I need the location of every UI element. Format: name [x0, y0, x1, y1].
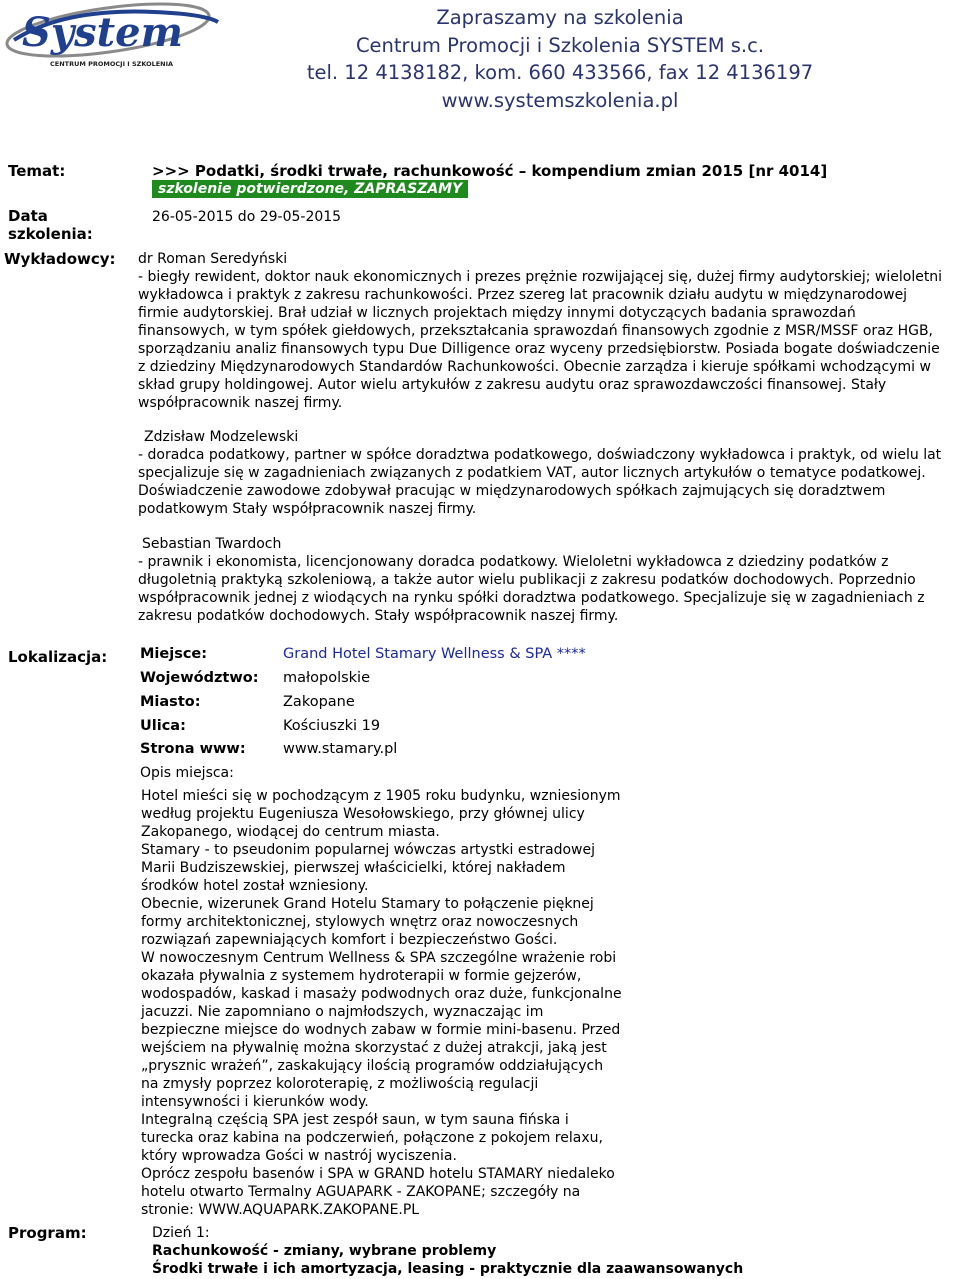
- date-value: 26-05-2015 do 29-05-2015: [152, 209, 342, 225]
- lecturer-name: Zdzisław Modzelewski: [144, 429, 299, 445]
- city-value: Zakopane: [283, 694, 355, 710]
- location-label: Lokalizacja:: [8, 648, 108, 666]
- program-item: Środki trwałe i ich amortyzacja, leasing - praktycznie dla zaawansowanych: [152, 1261, 744, 1277]
- header-line-phone: tel. 12 4138182, kom. 660 433566, fax 12 4136197: [306, 61, 814, 84]
- program-label: Program:: [8, 1224, 87, 1242]
- header-contact: [300, 4, 820, 114]
- program-item: Rachunkowość - zmiany, wybrane problemy: [152, 1243, 497, 1259]
- program-day: Dzień 1:: [152, 1225, 210, 1241]
- svg-text:System: System: [22, 9, 183, 56]
- place-description: Hotel mieści się w pochodzącym z 1905 roku budynku, wzniesionym według projektu Eugeniusza Wesołowskiego, przy głównej ulicy Zakopanego, wiodącej do centrum miasta. Stamary - to pseudonim popularnej wówczas artystki estradowej Marii Budziszewskiej, pierwszej właścicielki, której nakładem środków hotel został wzniesiony. Obecnie, wizerunek Grand Hotelu Stamary to połączenie pięknej formy architektonicznej, stylowych wnętrz oraz nowoczesnych rozwiązań zapewniających komfort i bezpieczeństwo Gości. W nowoczesnym Centrum Wellness & SPA szczególne wrażenie robi okazała pływalnia z systemem hydroterapii w formie gejzerów, wodospadów, kaskad i masaży podwodnych oraz duże, funkcjonalne jacuzzi. Nie zapomniano o najmłodszych, wyznaczając im bezpieczne miejsce do wodnych zabaw w formie mini-basenu. Przed wejściem na pływalnię można skorzystać z dużej atrakcji, jaką jest „prysznic wrażeń”, zaskakujący ilością programów oddziałujących na zmysły poprzez koloroterapię, z możliwością regulacji intensywności i kierunków wody. Integralną częścią SPA jest zespół saun, w tym sauna fińska i turecka oraz kabina na podczerwień, połączone z pokojem relaxu, który wprowadza Gości w nastrój wyciszenia. Oprócz zespołu basenów i SPA w GRAND hotelu STAMARY niedaleko hotelu otwarto Termalny AGUAPARK - ZAKOPANE; szczegóły na stronie: WWW.AQUAPARK.ZAKOPANE.PL: [141, 788, 622, 1218]
- street-value: Kościuszki 19: [283, 718, 381, 734]
- lecturers-label: Wykładowcy:: [4, 250, 116, 268]
- company-logo: [4, 0, 224, 72]
- region-value: małopolskie: [283, 670, 371, 686]
- description-key: Opis miejsca:: [140, 765, 234, 781]
- status-badge: szkolenie potwierdzone, ZAPRASZAMY: [152, 180, 468, 198]
- www-key: Strona www:: [140, 741, 246, 757]
- lecturer-name: Sebastian Twardoch: [142, 536, 282, 552]
- place-link[interactable]: Grand Hotel Stamary Wellness & SPA ****: [283, 646, 586, 662]
- topic-title: >>> Podatki, środki trwałe, rachunkowość – kompendium zmian 2015 [nr 4014]: [152, 162, 828, 180]
- lecturer-name: dr Roman Seredyński: [138, 251, 288, 267]
- header-line-website[interactable]: www.systemszkolenia.pl: [441, 88, 679, 112]
- street-key: Ulica:: [140, 718, 186, 734]
- program-list: [152, 1224, 952, 1278]
- svg-text:CENTRUM PROMOCJI I SZKOLENIA: CENTRUM PROMOCJI I SZKOLENIA: [50, 60, 174, 68]
- lecturer-block: Zdzisław Modzelewski - doradca podatkowy, partner w spółce doradztwa podatkowego, doświadczony wykładowca i praktyk, od wielu lat specjalizuje się w zagadnieniach związanych z podatkiem VAT, autor licznych artykułów o tematyce podatkowej. Doświadczenie zawodowe zdobywał pracując w międzynarodowych spółkach zajmujących się doradztwem podatkowym Stały współpracownik naszej firmy.: [138, 428, 960, 518]
- date-label: Data szkolenia:: [8, 207, 93, 243]
- lecturer-block: dr Roman Seredyński - biegły rewident, doktor nauk ekonomicznych i prezes prężnie rozwijającej się, dużej firmy audytorskiej; wieloletni wykładowca i praktyk z zakresu rachunkowości. Przez szereg lat pracownik działu audytu w międzynarodowej firmie audytorskiej. Brał udział w licznych projektach między innymi dotyczących badania sprawozdań finansowych, w tym spółek giełdowych, przekształcania sprawozdań finansowych zgodnie z MSR/MSSF oraz HGB, sporządzaniu analiz finansowych typu Due Dilligence oraz wyceny przedsiębiorstw. Posiada bogate doświadczenie z dziedziny Międzynarodowych Standardów Rachunkowości. Obecnie zarządza i kieruje spółkami wchodzącymi w skład grupy holdingowej. Autor wielu artykułów z zakresu audytu oraz sprawozdawczości finansowej. Stały współpracownik naszej firmy.: [138, 250, 960, 412]
- lecturer-block: Sebastian Twardoch - prawnik i ekonomista, licencjonowany doradca podatkowy. Wieloletni wykładowca z dziedziny podatków z długoletnią praktyką szkoleniową, a także autor wielu publikacji z zakresu podatków dochodowych. Poprzednio współpracownik jednej z wiodących na rynku spółki doradztwa podatkowego. Specjalizuje się w zagadnieniach z zakresu podatków dochodowych. Stały współpracownik naszej firmy.: [138, 535, 960, 625]
- header-line-invite: Zapraszamy na szkolenia: [436, 6, 684, 29]
- region-key: Województwo:: [140, 670, 259, 686]
- www-value[interactable]: www.stamary.pl: [283, 741, 398, 757]
- place-key: Miejsce:: [140, 646, 208, 662]
- topic-label: Temat:: [8, 162, 66, 180]
- header-line-company: Centrum Promocji i Szkolenia SYSTEM s.c.: [355, 33, 765, 57]
- city-key: Miasto:: [140, 694, 201, 710]
